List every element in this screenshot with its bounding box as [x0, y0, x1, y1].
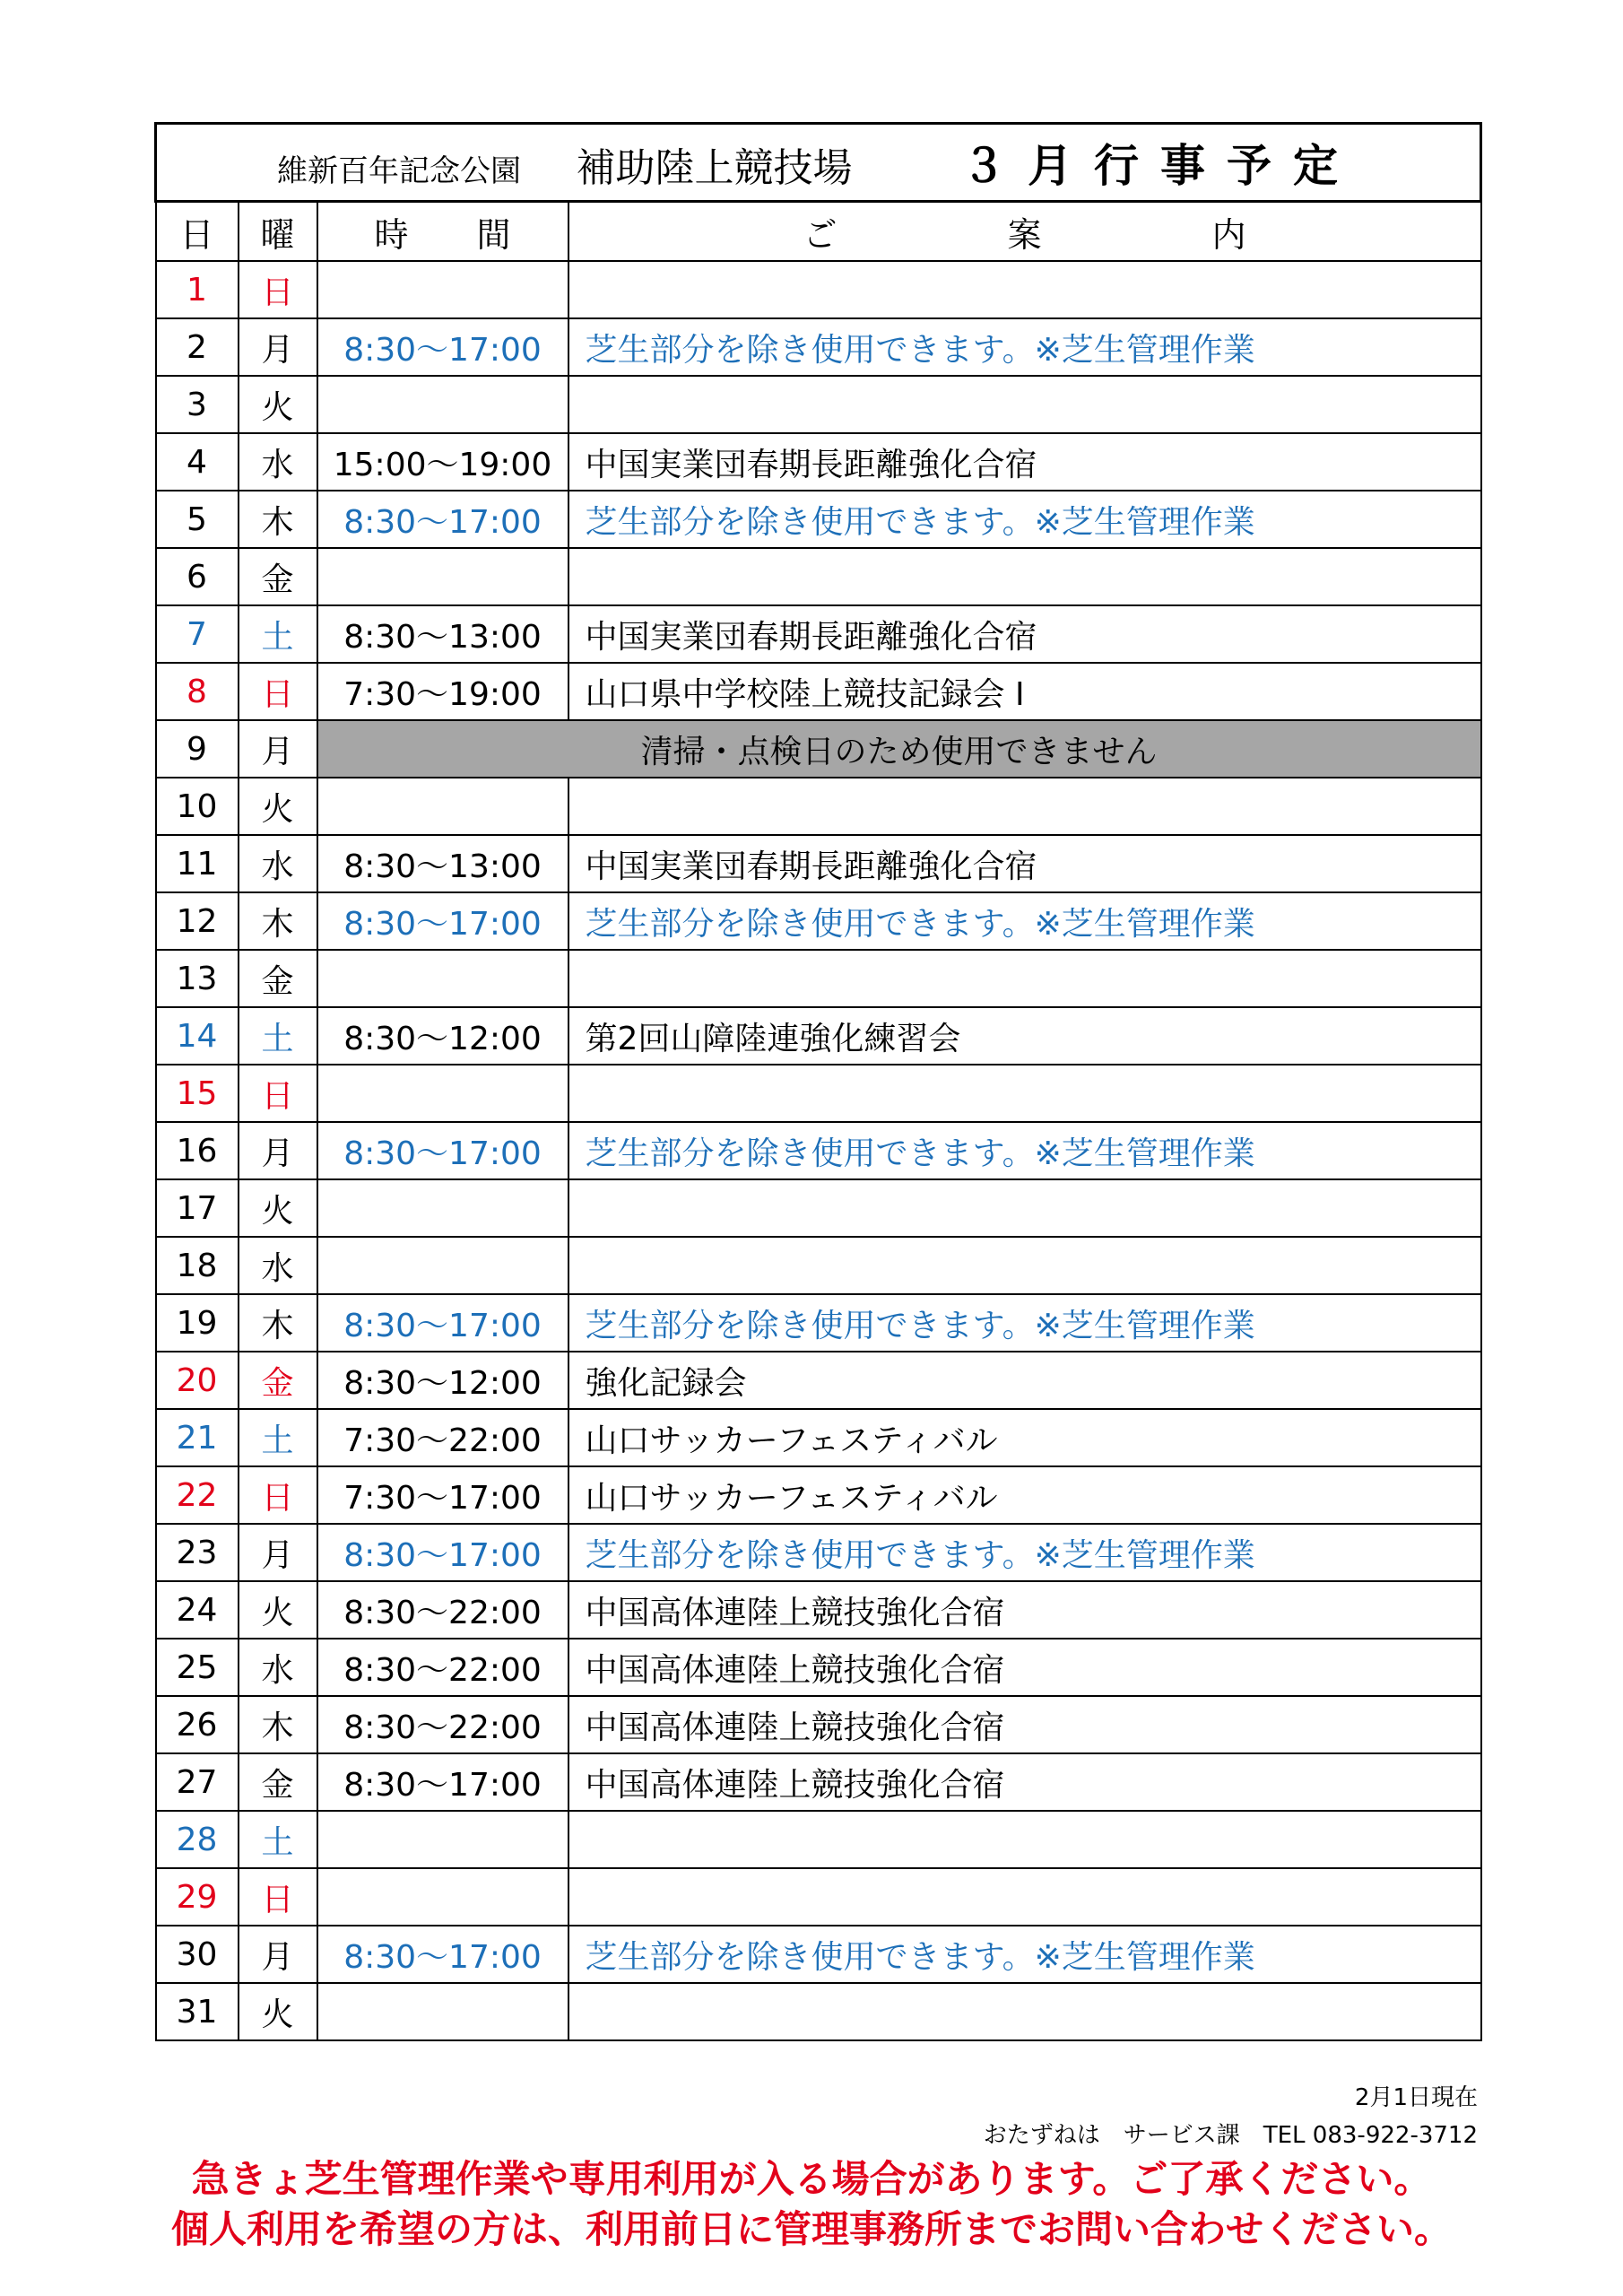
- time-cell: [317, 376, 568, 433]
- time-cell: 8:30～17:00: [317, 1926, 568, 1983]
- notice: [0, 2154, 1623, 2255]
- day-cell: 25: [156, 1639, 239, 1696]
- table-row: [156, 778, 1481, 835]
- guide-cell: 中国高体連陸上競技強化合宿: [568, 1696, 1481, 1753]
- guide-cell: 中国実業団春期長距離強化合宿: [568, 433, 1481, 491]
- day-cell: 23: [156, 1524, 239, 1581]
- guide-cell: [568, 1983, 1481, 2040]
- day-cell: 15: [156, 1065, 239, 1122]
- weekday-cell: 月: [239, 1122, 317, 1179]
- time-cell: [317, 1811, 568, 1868]
- table-row: [156, 950, 1481, 1007]
- weekday-cell: 水: [239, 835, 317, 892]
- park-name: 維新百年記念公園: [277, 153, 522, 189]
- day-cell: 6: [156, 548, 239, 605]
- weekday-cell: 月: [239, 720, 317, 778]
- time-cell: 7:30～22:00: [317, 1409, 568, 1466]
- table-row: [156, 1926, 1481, 1983]
- header-guide: ご 案 内: [568, 202, 1481, 262]
- as-of-date: 2月1日現在: [1354, 2084, 1478, 2111]
- guide-cell: 山口県中学校陸上競技記録会 Ⅰ: [568, 663, 1481, 720]
- schedule-table: [154, 122, 1482, 2041]
- time-cell: 8:30～12:00: [317, 1352, 568, 1409]
- table-row: [156, 261, 1481, 318]
- weekday-cell: 日: [239, 1466, 317, 1524]
- facility-name: 補助陸上競技場: [576, 145, 853, 191]
- time-cell: [317, 1179, 568, 1237]
- time-cell: [317, 950, 568, 1007]
- header-day: 日: [156, 202, 239, 262]
- weekday-cell: 水: [239, 433, 317, 491]
- table-row: [156, 548, 1481, 605]
- day-cell: 31: [156, 1983, 239, 2040]
- schedule-sheet: [154, 122, 1480, 2041]
- weekday-cell: 土: [239, 605, 317, 663]
- table-row: [156, 605, 1481, 663]
- guide-cell: 芝生部分を除き使用できます。※芝生管理作業: [568, 1294, 1481, 1352]
- guide-cell: 芝生部分を除き使用できます。※芝生管理作業: [568, 1926, 1481, 1983]
- time-cell: [317, 1868, 568, 1926]
- weekday-cell: 月: [239, 1926, 317, 1983]
- day-cell: 13: [156, 950, 239, 1007]
- guide-cell: [568, 950, 1481, 1007]
- day-cell: 1: [156, 261, 239, 318]
- weekday-cell: 木: [239, 1696, 317, 1753]
- guide-cell: 中国高体連陸上競技強化合宿: [568, 1753, 1481, 1811]
- closed-notice-cell: 清掃・点検日のため使用できません: [317, 720, 1481, 778]
- weekday-cell: 土: [239, 1811, 317, 1868]
- page-title: ３月行事予定: [960, 140, 1359, 192]
- day-cell: 11: [156, 835, 239, 892]
- day-cell: 21: [156, 1409, 239, 1466]
- weekday-cell: 土: [239, 1007, 317, 1065]
- table-row: [156, 1352, 1481, 1409]
- day-cell: 12: [156, 892, 239, 950]
- weekday-cell: 日: [239, 1868, 317, 1926]
- guide-cell: 芝生部分を除き使用できます。※芝生管理作業: [568, 1524, 1481, 1581]
- time-cell: 8:30～22:00: [317, 1696, 568, 1753]
- guide-cell: [568, 1868, 1481, 1926]
- table-row: [156, 1581, 1481, 1639]
- table-row: [156, 1179, 1481, 1237]
- table-row: [156, 1007, 1481, 1065]
- time-cell: 8:30～22:00: [317, 1639, 568, 1696]
- table-row: [156, 663, 1481, 720]
- guide-cell: 中国実業団春期長距離強化合宿: [568, 605, 1481, 663]
- table-row: [156, 376, 1481, 433]
- day-cell: 30: [156, 1926, 239, 1983]
- day-cell: 20: [156, 1352, 239, 1409]
- weekday-cell: 火: [239, 778, 317, 835]
- guide-cell: 中国実業団春期長距離強化合宿: [568, 835, 1481, 892]
- notice-line-2: 個人利用を希望の方は、利用前日に管理事務所までお問い合わせください。: [170, 2207, 1452, 2251]
- day-cell: 27: [156, 1753, 239, 1811]
- day-cell: 10: [156, 778, 239, 835]
- day-cell: 17: [156, 1179, 239, 1237]
- schedule-rows: [156, 261, 1481, 2040]
- time-cell: [317, 1237, 568, 1294]
- table-row: [156, 1639, 1481, 1696]
- table-row: [156, 1753, 1481, 1811]
- weekday-cell: 日: [239, 663, 317, 720]
- time-cell: [317, 548, 568, 605]
- guide-cell: 芝生部分を除き使用できます。※芝生管理作業: [568, 1122, 1481, 1179]
- weekday-cell: 金: [239, 950, 317, 1007]
- time-cell: 8:30～12:00: [317, 1007, 568, 1065]
- time-cell: 8:30～17:00: [317, 491, 568, 548]
- time-cell: 8:30～17:00: [317, 318, 568, 376]
- weekday-cell: 木: [239, 1294, 317, 1352]
- guide-cell: 第2回山障陸連強化練習会: [568, 1007, 1481, 1065]
- time-cell: 8:30～17:00: [317, 1294, 568, 1352]
- table-row: [156, 892, 1481, 950]
- guide-cell: 山口サッカーフェスティバル: [568, 1409, 1481, 1466]
- time-cell: 15:00～19:00: [317, 433, 568, 491]
- guide-cell: 芝生部分を除き使用できます。※芝生管理作業: [568, 491, 1481, 548]
- table-row: [156, 491, 1481, 548]
- time-cell: 8:30～17:00: [317, 892, 568, 950]
- contact-info: おたずねは サービス課 TEL 083-922-3712: [983, 2122, 1478, 2149]
- time-cell: 8:30～13:00: [317, 835, 568, 892]
- time-cell: [317, 778, 568, 835]
- weekday-cell: 火: [239, 1179, 317, 1237]
- weekday-cell: 木: [239, 491, 317, 548]
- day-cell: 24: [156, 1581, 239, 1639]
- table-row: [156, 1237, 1481, 1294]
- guide-cell: 芝生部分を除き使用できます。※芝生管理作業: [568, 318, 1481, 376]
- guide-cell: [568, 1237, 1481, 1294]
- weekday-cell: 土: [239, 1409, 317, 1466]
- guide-cell: [568, 1811, 1481, 1868]
- time-cell: [317, 1065, 568, 1122]
- weekday-cell: 月: [239, 1524, 317, 1581]
- weekday-cell: 月: [239, 318, 317, 376]
- weekday-cell: 水: [239, 1237, 317, 1294]
- notice-line-1: 急きょ芝生管理作業や専用利用が入る場合があります。ご了承ください。: [191, 2157, 1432, 2201]
- time-cell: 7:30～17:00: [317, 1466, 568, 1524]
- table-row: [156, 1294, 1481, 1352]
- guide-cell: 山口サッカーフェスティバル: [568, 1466, 1481, 1524]
- time-cell: 8:30～17:00: [317, 1524, 568, 1581]
- weekday-cell: 金: [239, 1352, 317, 1409]
- guide-cell: [568, 548, 1481, 605]
- day-cell: 7: [156, 605, 239, 663]
- table-row: [156, 433, 1481, 491]
- time-cell: 7:30～19:00: [317, 663, 568, 720]
- time-cell: [317, 1983, 568, 2040]
- guide-cell: [568, 1065, 1481, 1122]
- header-weekday: 曜: [239, 202, 317, 262]
- weekday-cell: 金: [239, 548, 317, 605]
- guide-cell: 芝生部分を除き使用できます。※芝生管理作業: [568, 892, 1481, 950]
- table-row: [156, 1409, 1481, 1466]
- time-cell: 8:30～13:00: [317, 605, 568, 663]
- time-cell: 8:30～22:00: [317, 1581, 568, 1639]
- day-cell: 22: [156, 1466, 239, 1524]
- weekday-cell: 木: [239, 892, 317, 950]
- day-cell: 28: [156, 1811, 239, 1868]
- time-cell: 8:30～17:00: [317, 1122, 568, 1179]
- weekday-cell: 水: [239, 1639, 317, 1696]
- day-cell: 2: [156, 318, 239, 376]
- time-cell: 8:30～17:00: [317, 1753, 568, 1811]
- day-cell: 19: [156, 1294, 239, 1352]
- day-cell: 8: [156, 663, 239, 720]
- table-row: [156, 318, 1481, 376]
- table-row: [156, 1524, 1481, 1581]
- table-row: [156, 1868, 1481, 1926]
- guide-cell: 中国高体連陸上競技強化合宿: [568, 1581, 1481, 1639]
- guide-cell: 強化記録会: [568, 1352, 1481, 1409]
- table-row: [156, 1811, 1481, 1868]
- guide-cell: [568, 261, 1481, 318]
- weekday-cell: 火: [239, 1581, 317, 1639]
- guide-cell: [568, 376, 1481, 433]
- weekday-cell: 火: [239, 376, 317, 433]
- day-cell: 4: [156, 433, 239, 491]
- day-cell: 3: [156, 376, 239, 433]
- title-row: [156, 124, 1481, 202]
- day-cell: 26: [156, 1696, 239, 1753]
- guide-cell: [568, 778, 1481, 835]
- header-time: 時 間: [317, 202, 568, 262]
- day-cell: 18: [156, 1237, 239, 1294]
- header-row: [156, 202, 1481, 262]
- guide-cell: [568, 1179, 1481, 1237]
- day-cell: 16: [156, 1122, 239, 1179]
- table-row: [156, 720, 1481, 778]
- table-row: [156, 1065, 1481, 1122]
- day-cell: 14: [156, 1007, 239, 1065]
- time-cell: [317, 261, 568, 318]
- guide-cell: 中国高体連陸上競技強化合宿: [568, 1639, 1481, 1696]
- table-row: [156, 1122, 1481, 1179]
- weekday-cell: 金: [239, 1753, 317, 1811]
- table-row: [156, 835, 1481, 892]
- title-cell: [156, 124, 1481, 202]
- day-cell: 9: [156, 720, 239, 778]
- day-cell: 29: [156, 1868, 239, 1926]
- table-row: [156, 1466, 1481, 1524]
- table-row: [156, 1983, 1481, 2040]
- table-row: [156, 1696, 1481, 1753]
- weekday-cell: 日: [239, 261, 317, 318]
- weekday-cell: 火: [239, 1983, 317, 2040]
- weekday-cell: 日: [239, 1065, 317, 1122]
- day-cell: 5: [156, 491, 239, 548]
